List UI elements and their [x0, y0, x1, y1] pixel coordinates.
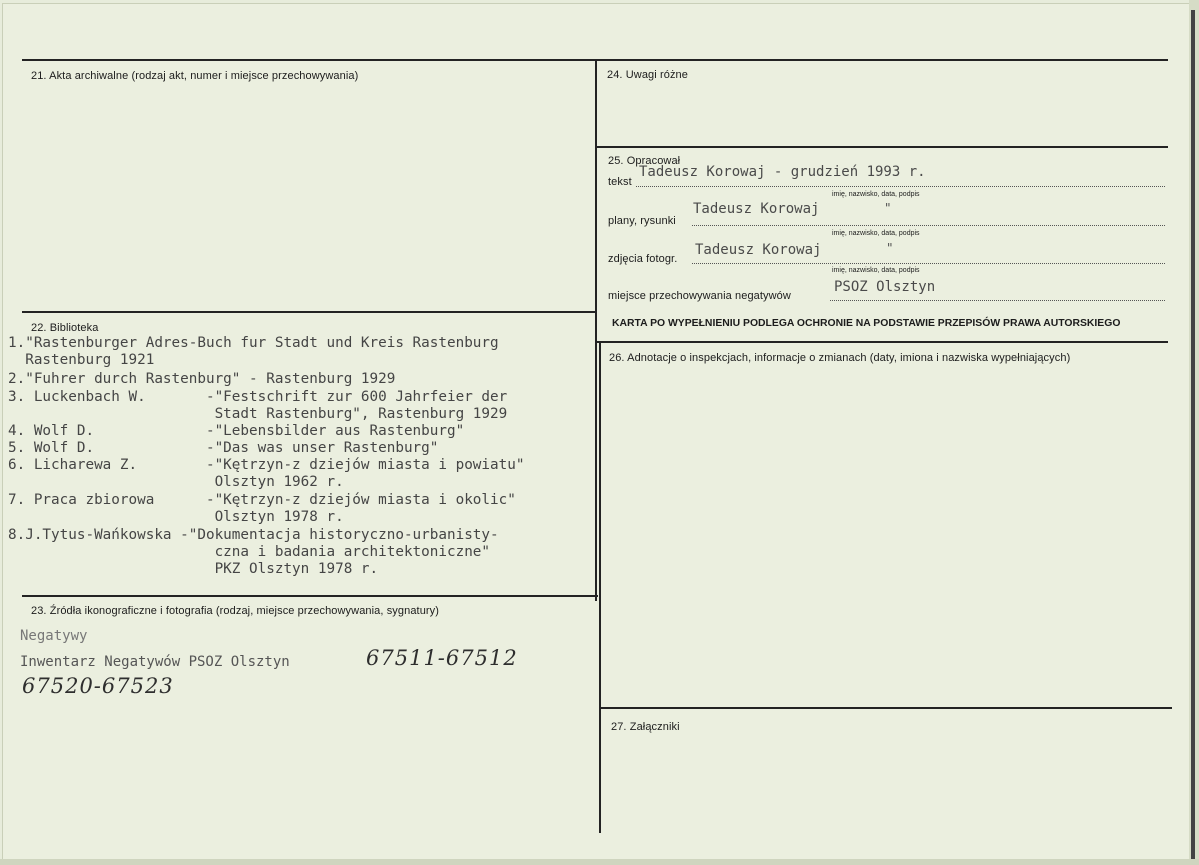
scan-edge-strip — [1191, 10, 1195, 860]
bibliography-line: 3. Luckenbach W. -"Festschrift zur 600 Jahrfeier der — [8, 389, 508, 405]
bibliography-line: Olsztyn 1978 r. — [8, 509, 344, 525]
zdjecia-label: zdjęcia fotogr. — [608, 253, 678, 265]
bibliography-line: Stadt Rastenburg", Rastenburg 1929 — [8, 406, 508, 422]
bibliography-line: 8.J.Tytus-Wańkowska -"Dokumentacja historyczno-urbanisty- — [8, 527, 499, 543]
zdjecia-hint: imię, nazwisko, data, podpis — [832, 267, 920, 274]
section-24-label: 24. Uwagi różne — [607, 69, 688, 81]
copyright-notice: KARTA PO WYPEŁNIENIU PODLEGA OCHRONIE NA PODSTAWIE PRZEPISÓW PRAWA AUTORSKIEGO — [612, 318, 1121, 329]
section-22-label: 22. Biblioteka — [31, 322, 99, 334]
negatywy-value: PSOZ Olsztyn — [834, 279, 936, 295]
section-25-label: 25. Opracował — [608, 155, 681, 167]
tekst-hint: imię, nazwisko, data, podpis — [832, 191, 920, 198]
plany-hint: imię, nazwisko, data, podpis — [832, 230, 920, 237]
rule-s23 — [22, 595, 598, 597]
section-26-label: 26. Adnotacje o inspekcjach, informacje o zmianach (daty, imiona i nazwiska wypełniających) — [609, 352, 1071, 364]
tekst-value: Tadeusz Korowaj - grudzień 1993 r. — [639, 164, 926, 180]
plany-dotted-line — [692, 225, 1165, 226]
rule-s26 — [597, 341, 1168, 343]
plany-value: Tadeusz Korowaj — [693, 201, 820, 217]
bibliography-line: 5. Wolf D. -"Das was unser Rastenburg" — [8, 440, 439, 456]
bibliography-list — [8, 335, 598, 583]
handwritten-signature-range-1: 67511-67512 — [366, 646, 518, 670]
negatives-line: Negatywy — [20, 628, 88, 644]
top-rule-right — [597, 59, 1168, 61]
column-divider-right — [599, 343, 601, 833]
section-27-label: 27. Załączniki — [611, 721, 680, 733]
bibliography-line: 6. Licharewa Z. -"Kętrzyn-z dziejów miasta i powiatu" — [8, 457, 525, 473]
bibliography-line: 4. Wolf D. -"Lebensbilder aus Rastenburg" — [8, 423, 465, 439]
plany-label: plany, rysunki — [608, 215, 676, 227]
section-21-label: 21. Akta archiwalne (rodzaj akt, numer i miejsce przechowywania) — [31, 70, 359, 82]
handwritten-signature-range-2: 67520-67523 — [22, 674, 174, 698]
bibliography-line: PKZ Olsztyn 1978 r. — [8, 561, 379, 577]
negatywy-label: miejsce przechowywania negatywów — [608, 290, 791, 302]
zdjecia-dotted-line — [692, 263, 1165, 264]
section-23-label: 23. Źródła ikonograficzne i fotografia (rodzaj, miejsce przechowywania, sygnatury) — [31, 605, 440, 617]
bibliography-line: czna i badania architektoniczne" — [8, 544, 491, 560]
bibliography-line: Rastenburg 1921 — [8, 352, 155, 368]
zdjecia-ditto: " — [886, 240, 894, 255]
tekst-label: tekst — [608, 176, 632, 188]
negatives-inventory-line: Inwentarz Negatywów PSOZ Olsztyn — [20, 654, 290, 670]
zdjecia-value: Tadeusz Korowaj — [695, 242, 822, 258]
plany-ditto: " — [884, 200, 892, 215]
scan-edge-bottom — [0, 859, 1199, 865]
bibliography-line: Olsztyn 1962 r. — [8, 474, 344, 490]
top-rule-left — [22, 59, 596, 61]
rule-s25 — [597, 146, 1168, 148]
bibliography-line: 2."Fuhrer durch Rastenburg" - Rastenburg 1929 — [8, 371, 396, 387]
rule-s22 — [22, 311, 596, 313]
bibliography-line: 1."Rastenburger Adres-Buch fur Stadt und Kreis Rastenburg — [8, 335, 499, 351]
bibliography-line: 7. Praca zbiorowa -"Kętrzyn-z dziejów miasta i okolic" — [8, 492, 516, 508]
tekst-dotted-line — [636, 186, 1165, 187]
rule-s27 — [600, 707, 1172, 709]
negatywy-dotted-line — [830, 300, 1165, 301]
